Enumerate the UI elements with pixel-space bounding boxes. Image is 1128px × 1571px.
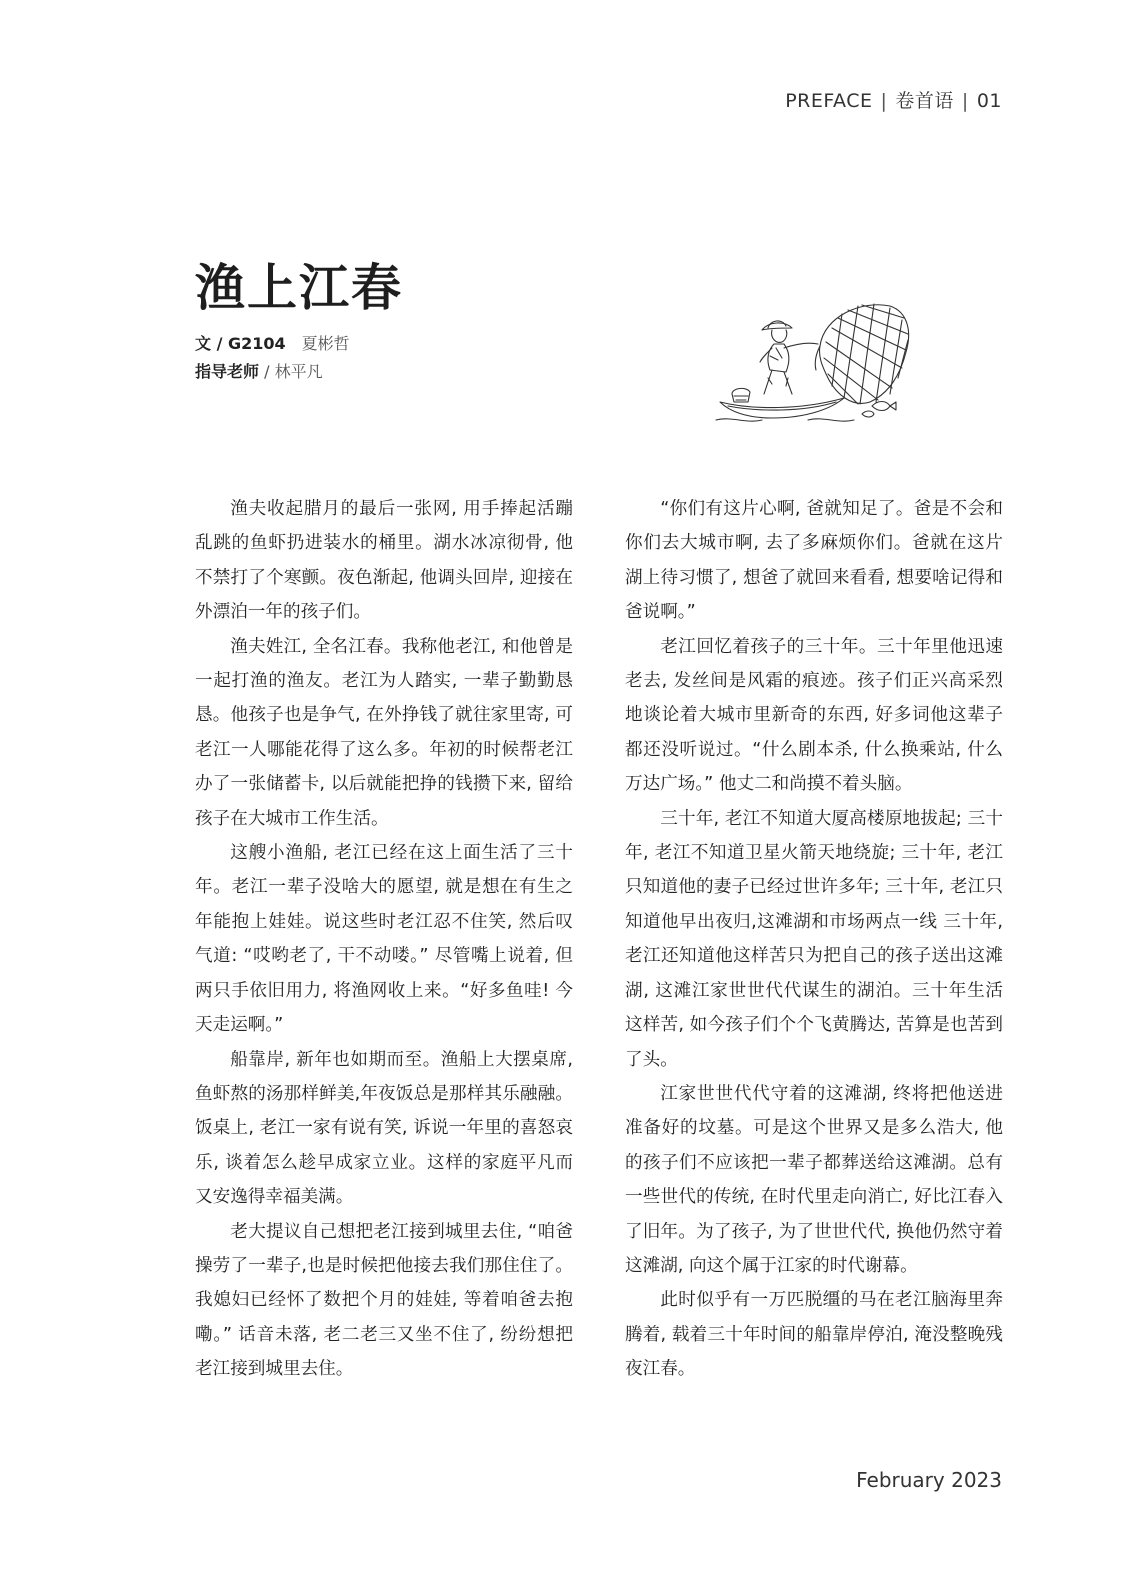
author-line bbox=[195, 330, 350, 358]
article-column-left bbox=[195, 492, 573, 1387]
page-number: 01 bbox=[976, 90, 1002, 112]
paragraph: 老大提议自己想把老江接到城里去住, “咱爸操劳了一辈子,也是时候把他接去我们那住住了。我媳妇已经怀了数把个月的娃娃, 等着咱爸去抱嘞。” 话音未落, 老二老三又坐不住了, 纷纷想把老江接到城里去住。 bbox=[195, 1221, 573, 1380]
author-name: 夏彬哲 bbox=[301, 334, 350, 353]
section-name-cn: 卷首语 bbox=[895, 90, 954, 112]
advisor-line bbox=[195, 358, 350, 386]
paragraph: 老江回忆着孩子的三十年。三十年里他迅速老去, 发丝间是风霜的痕迹。孩子们正兴高采烈地谈论着大城市里新奇的东西, 好多词他这辈子都还没听说过。“什么剧本杀, 什么换乘站, 什么万达广场。” 他丈二和尚摸不着头脑。 bbox=[625, 636, 1003, 795]
author-label: 文 / G2104 bbox=[195, 334, 286, 353]
paragraph: 三十年, 老江不知道大厦高楼原地拔起; 三十年, 老江不知道卫星火箭天地绕旋; 三十年, 老江只知道他的妻子已经过世许多年; 三十年, 老江只知道他早出夜归,这滩湖和市场两点一线 三十年, 老江还知道他这样苦只为把自己的孩子送出这滩湖, 这滩江家世世代代谋生的湖泊。三十年生活这样苦, 如今孩子们个个飞黄腾达, 苦算是也苦到了头。 bbox=[625, 808, 1003, 1070]
paragraph: 渔夫姓江, 全名江春。我称他老江, 和他曾是一起打渔的渔友。老江为人踏实, 一辈子勤勤恳恳。他孩子也是争气, 在外挣钱了就往家里寄, 可老江一人哪能花得了这么多。年初的时候帮老江办了一张储蓄卡, 以后就能把挣的钱攒下来, 留给孩子在大城市工作生活。 bbox=[195, 636, 573, 829]
paragraph: 此时似乎有一万匹脱缰的马在老江脑海里奔腾着, 载着三十年时间的船靠岸停泊, 淹没整晚残夜江春。 bbox=[625, 1290, 1003, 1380]
header-separator: | bbox=[880, 90, 888, 112]
section-name-en: PREFACE bbox=[785, 90, 873, 112]
paragraph: 这艘小渔船, 老江已经在这上面生活了三十年。老江一辈子没啥大的愿望, 就是想在有生之年能抱上娃娃。说这些时老江忍不住笑, 然后叹气道: “哎哟老了, 干不动喽。” 尽管嘴上说着, 但两只手依旧用力, 将渔网收上来。“好多鱼哇! 今天走运啊。” bbox=[195, 843, 573, 1036]
fisherman-casting-net-icon bbox=[712, 298, 922, 426]
paragraph: 江家世世代代守着的这滩湖, 终将把他送进准备好的坟墓。可是这个世界又是多么浩大, 他的孩子们不应该把一辈子都葬送给这滩湖。总有一些世代的传统, 在时代里走向消亡, 好比江春入了旧年。为了孩子, 为了世世代代, 换他仍然守着这滩湖, 向这个属于江家的时代谢幕。 bbox=[625, 1083, 1003, 1276]
advisor-label: 指导老师 bbox=[195, 362, 260, 381]
advisor-name: / 林平凡 bbox=[264, 362, 323, 381]
paragraph: 船靠岸, 新年也如期而至。渔船上大摆桌席, 鱼虾熬的汤那样鲜美,年夜饭总是那样其乐融融。饭桌上, 老江一家有说有笑, 诉说一年里的喜怒哀乐, 谈着怎么趁早成家立业。这样的家庭平凡而又安逸得幸福美满。 bbox=[195, 1049, 573, 1208]
article-column-right bbox=[625, 492, 1003, 1387]
paragraph: 渔夫收起腊月的最后一张网, 用手捧起活蹦乱跳的鱼虾扔进装水的桶里。湖水冰凉彻骨, 他不禁打了个寒颤。夜色渐起, 他调头回岸, 迎接在外漂泊一年的孩子们。 bbox=[195, 499, 573, 623]
paragraph: “你们有这片心啊, 爸就知足了。爸是不会和你们去大城市啊, 去了多麻烦你们。爸就在这片湖上待习惯了, 想爸了就回来看看, 想要啥记得和爸说啊。” bbox=[625, 499, 1003, 623]
issue-date: February 2023 bbox=[856, 1468, 1002, 1492]
byline bbox=[195, 330, 350, 386]
article-title: 渔上江春 bbox=[195, 259, 403, 317]
header-separator-2: | bbox=[961, 90, 969, 112]
page-header bbox=[785, 86, 1002, 113]
